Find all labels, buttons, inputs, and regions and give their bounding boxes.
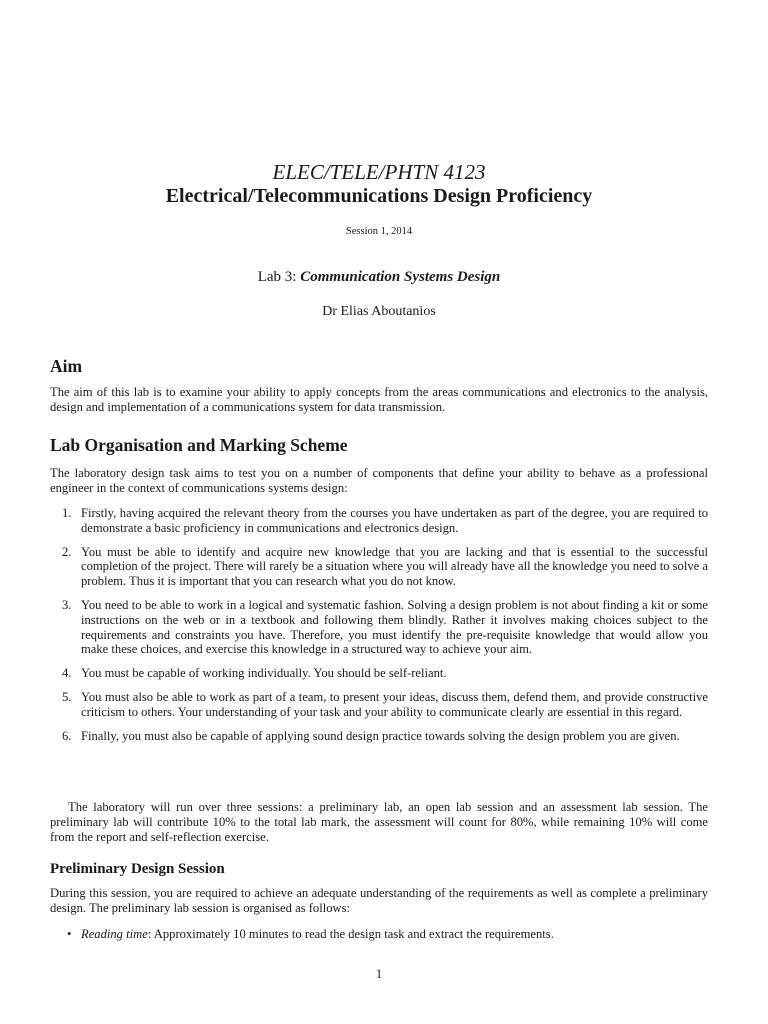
preliminary-intro: During this session, you are required to achieve an adequate understanding of the requirements as well as complete a preliminary design. The preliminary lab session is organised as follows: (50, 886, 708, 915)
list-item-text: You need to be able to work in a logical and systematic fashion. Solving a design problem is not about finding a kit or some instructions on the web or in a textbook and following them blindly. Rather it involves making choices subject to the requirements and constraints you have. Therefore, you must identify the pre-requisite knowledge that would allow you make these choices, and exercise this knowledge in a structured way to achieve your aim. (81, 597, 708, 657)
list-item (50, 545, 708, 589)
list-item (50, 506, 708, 536)
list-item (50, 927, 708, 942)
bullet-text: : Approximately 10 minutes to read the design task and extract the requirements. (147, 927, 554, 941)
organisation-summary: The laboratory will run over three sessions: a preliminary lab, an open lab session and an assessment lab session. The preliminary lab will contribute 10% to the total lab mark, the assessment will count for 80%, while remaining 10% will come from the report and self-reflection exercise. (50, 800, 708, 844)
aim-text: The aim of this lab is to examine your ability to apply concepts from the areas communications and electronics to the analysis, design and implementation of a communications system for data transmission. (50, 385, 708, 414)
list-item-text: Finally, you must also be capable of applying sound design practice towards solving the design problem you are given. (81, 728, 680, 743)
list-item (50, 666, 708, 681)
organisation-heading: Lab Organisation and Marking Scheme (50, 435, 348, 455)
lab-name: Communication Systems Design (300, 269, 501, 285)
list-item (50, 729, 708, 744)
list-item-text: You must also be able to work as part of a team, to present your ideas, discuss them, defend them, and provide constructive criticism to others. Your understanding of your task and your ability to communicate clearly are essential in this regard. (81, 689, 708, 719)
list-item-text: Firstly, having acquired the relevant theory from the courses you have undertaken as part of the degree, you are required to demonstrate a basic proficiency in communications and electronics design. (81, 506, 708, 535)
list-item-number: 1. (62, 506, 72, 520)
list-item-number: 2. (62, 544, 72, 559)
list-item-number: 6. (62, 728, 72, 743)
list-item-number: 4. (62, 666, 72, 681)
list-item-number: 3. (62, 597, 72, 612)
list-item-text: You must be able to identify and acquire new knowledge that you are lacking and that is essential to the successful completion of the project. There will rarely be a situation where you will already have all the knowledge you need to solve a problem. Thus it is important that you can research what you do not know. (81, 544, 708, 589)
preliminary-heading: Preliminary Design Session (50, 861, 225, 877)
course-title: Electrical/Telecommunications Design Proficiency (165, 185, 593, 207)
lab-prefix: Lab 3: (257, 269, 301, 285)
lab-title (50, 269, 708, 286)
list-item-number: 5. (62, 689, 72, 704)
list-item-text: You must be capable of working individually. You should be self-reliant. (81, 666, 447, 681)
course-code: ELEC/TELE/PHTN 4123 (272, 160, 486, 184)
organisation-intro: The laboratory design task aims to test you on a number of components that define your ability to behave as a professional engineer in the context of communications systems design: (50, 466, 708, 495)
list-item (50, 690, 708, 720)
aim-heading: Aim (50, 356, 83, 376)
preliminary-bullets (50, 927, 708, 942)
document-page (50, 0, 708, 1024)
requirements-list (50, 506, 708, 743)
session-date: Session 1, 2014 (345, 226, 413, 237)
bullet-icon: • (67, 927, 72, 941)
author: Dr Elias Aboutanios (322, 304, 436, 319)
list-item (50, 598, 708, 657)
page-number: 1 (375, 967, 383, 981)
bullet-term: Reading time (81, 927, 148, 941)
